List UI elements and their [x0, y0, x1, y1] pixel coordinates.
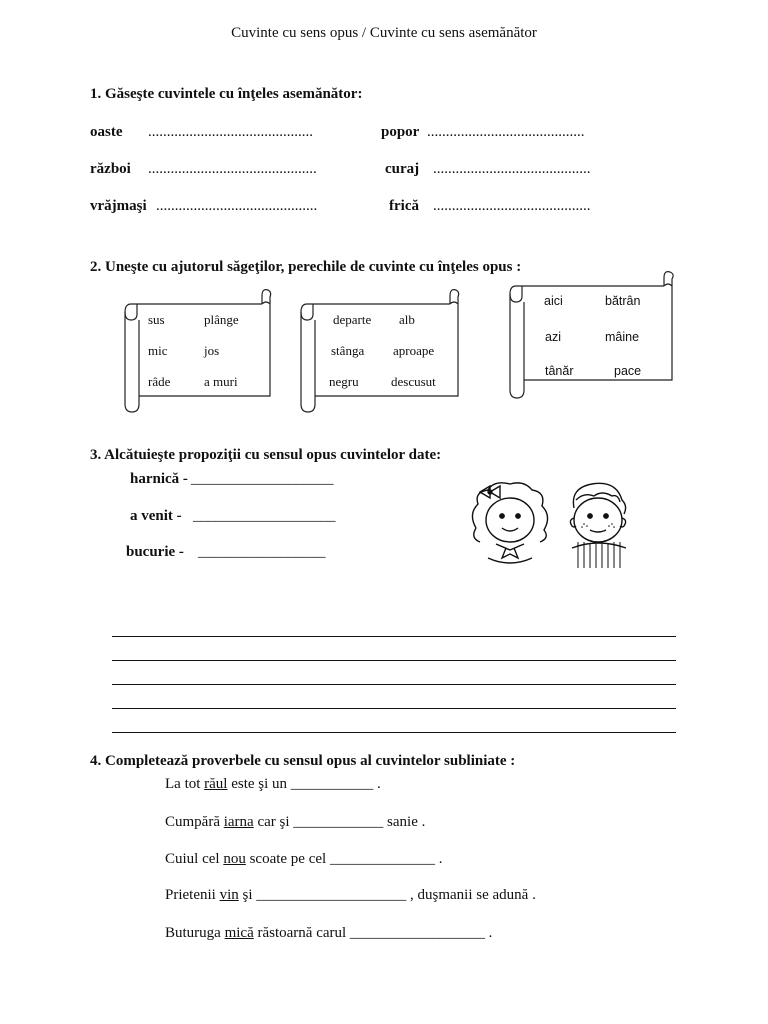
proverb-pre: Cuiul cel — [165, 851, 224, 867]
scroll2-word[interactable]: negru — [329, 374, 359, 389]
ex3-word: a venit - — [130, 508, 182, 524]
ex3-blank[interactable]: _________________ — [198, 544, 326, 560]
scroll2-word[interactable]: departe — [333, 312, 372, 327]
proverb-pre: La tot — [165, 776, 205, 792]
scroll1-word[interactable]: plânge — [204, 312, 239, 327]
proverb-pre: Buturuga — [165, 925, 225, 941]
scroll2-word[interactable]: descusut — [391, 374, 436, 389]
proverb-post: este şi un ___________ . — [227, 776, 381, 792]
ex1-right-blank[interactable]: .......................................... — [427, 124, 585, 140]
proverb-pre: Prietenii — [165, 887, 220, 903]
proverb-underlined: vin — [219, 887, 239, 903]
writing-line[interactable] — [112, 684, 676, 685]
proverb-underlined: răul — [204, 776, 228, 792]
scroll1-word[interactable]: jos — [204, 343, 220, 358]
scroll2-word[interactable]: stânga — [331, 343, 365, 358]
writing-line[interactable] — [112, 660, 676, 661]
ex3-blank[interactable]: ___________________ — [191, 471, 334, 487]
proverb-post: scoate pe cel ______________ . — [245, 851, 443, 867]
proverb-underlined: nou — [223, 851, 246, 867]
scroll3-word[interactable]: bătrân — [605, 294, 641, 308]
ex3-blank[interactable]: ___________________ — [193, 508, 336, 524]
writing-line[interactable] — [112, 636, 676, 637]
writing-line[interactable] — [112, 732, 676, 733]
ex3-word: harnică - — [130, 471, 188, 487]
scroll1-word[interactable]: a muri — [204, 374, 238, 389]
ex1-heading: 1. Găseşte cuvintele cu înţeles asemănător: — [90, 86, 363, 102]
ex1-left-word: război — [90, 161, 131, 177]
scroll1-word[interactable]: mic — [148, 343, 168, 358]
proverb[interactable] — [165, 814, 425, 831]
scroll3-word[interactable]: aici — [544, 294, 563, 308]
scroll1-word[interactable]: sus — [148, 312, 165, 327]
proverb-underlined: iarna — [223, 814, 254, 830]
ex1-left-blank[interactable]: ........................................... — [156, 198, 318, 214]
proverb-pre: Cumpără — [165, 814, 224, 830]
ex1-left-word: oaste — [90, 124, 123, 140]
proverb-post: car şi ____________ sanie . — [253, 814, 426, 830]
ex1-right-blank[interactable]: .......................................... — [433, 198, 591, 214]
proverb[interactable] — [165, 925, 492, 942]
ex1-right-word: frică — [389, 198, 419, 214]
ex1-right-word: popor — [381, 124, 420, 140]
proverb[interactable] — [165, 887, 536, 904]
ex1-right-word: curaj — [385, 161, 420, 177]
ex1-left-word: vrăjmaşi — [90, 198, 147, 214]
scroll1-word[interactable]: râde — [148, 374, 171, 389]
children-illustration — [466, 478, 656, 570]
ex1-right-blank[interactable]: .......................................... — [433, 161, 591, 177]
scroll2-word[interactable]: aproape — [393, 343, 435, 358]
scroll3-word[interactable]: tânăr — [545, 364, 574, 378]
ex3-heading: 3. Alcătuieşte propoziţii cu sensul opus cuvintelor date: — [90, 447, 442, 463]
proverb[interactable] — [165, 851, 442, 868]
page-title: Cuvinte cu sens opus / Cuvinte cu sens asemănător — [231, 25, 537, 41]
proverb-post: şi ____________________ , duşmanii se adună . — [238, 887, 536, 903]
scroll2-word[interactable]: alb — [399, 312, 415, 327]
proverb-post: răstoarnă carul __________________ . — [253, 925, 493, 941]
writing-line[interactable] — [112, 708, 676, 709]
ex3-word: bucurie - — [126, 544, 184, 560]
ex2-heading: 2. Uneşte cu ajutorul săgeţilor, perechile de cuvinte cu înţeles opus : — [90, 259, 522, 275]
proverb-underlined: mică — [224, 925, 254, 941]
proverb[interactable] — [165, 776, 381, 793]
ex1-left-blank[interactable]: ............................................ — [148, 124, 313, 140]
ex4-heading: 4. Completează proverbele cu sensul opus al cuvintelor subliniate : — [90, 753, 516, 769]
ex1-left-blank[interactable]: ............................................. — [148, 161, 317, 177]
scroll3-word[interactable]: azi — [545, 330, 561, 344]
scroll3-word[interactable]: mâine — [605, 330, 640, 344]
scroll3-word[interactable]: pace — [614, 364, 642, 378]
